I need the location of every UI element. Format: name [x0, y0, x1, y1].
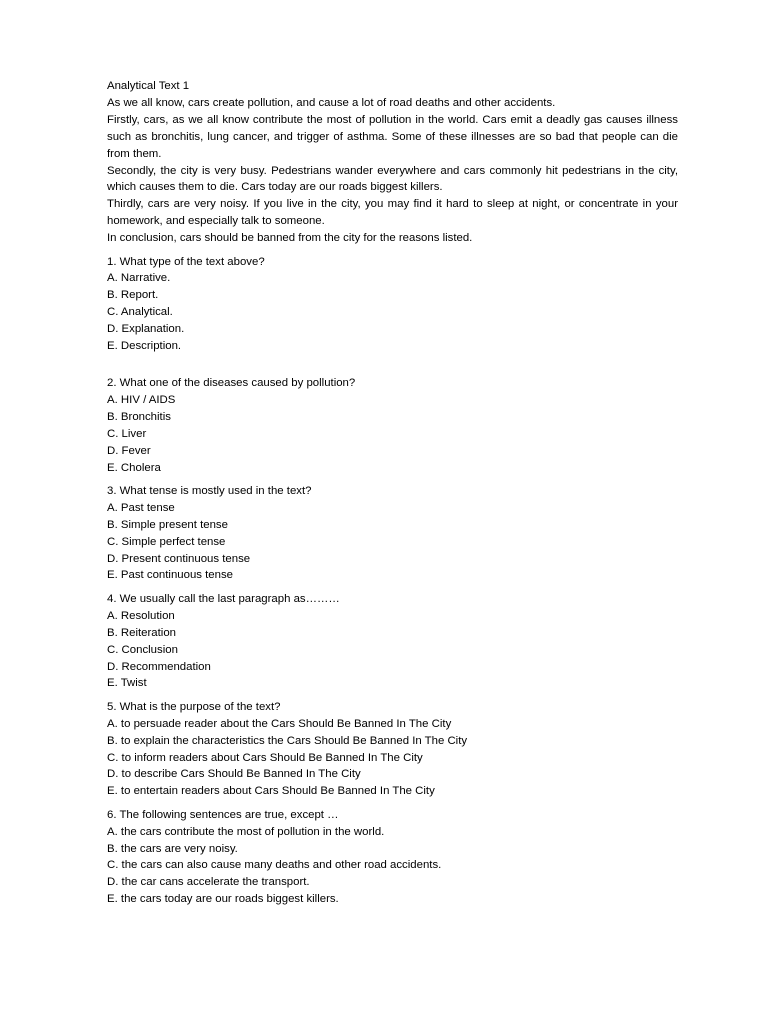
option-a: A. Past tense: [107, 501, 175, 514]
option-b: B. to explain the characteristics the Cars Should Be Banned In The City: [107, 734, 468, 747]
question-4: [107, 591, 678, 692]
answer-options: [107, 824, 678, 909]
answer-options: [107, 270, 678, 355]
option-c: C. Simple perfect tense: [107, 535, 226, 548]
document-title: Analytical Text 1: [107, 80, 190, 92]
option-e: E. Description.: [107, 340, 182, 353]
option-b: B. Report.: [107, 289, 159, 302]
option-c: C. to inform readers about Cars Should Be Banned In The City: [107, 751, 423, 764]
option-b: B. Reiteration: [107, 626, 177, 639]
option-a: A. Resolution: [107, 609, 175, 622]
answer-options: [107, 608, 678, 693]
option-b: B. Bronchitis: [107, 410, 171, 423]
option-a: A. Narrative.: [107, 272, 171, 285]
document-page: [107, 78, 678, 908]
intro-paragraph: As we all know, cars create pollution, and cause a lot of road deaths and other accidents.: [107, 96, 556, 109]
option-d: D. Present continuous tense: [107, 552, 251, 565]
question-2: [107, 375, 678, 476]
question-text: 6. The following sentences are true, except …: [107, 808, 339, 821]
option-d: D. Explanation.: [107, 323, 185, 336]
question-6: [107, 807, 678, 908]
option-c: C. Conclusion: [107, 643, 178, 656]
option-e: E. the cars today are our roads biggest killers.: [107, 893, 339, 906]
option-d: D. the car cans accelerate the transport.: [107, 876, 310, 889]
option-d: D. Fever: [107, 444, 151, 457]
option-c: C. Analytical.: [107, 306, 173, 319]
question-text: 3. What tense is mostly used in the text?: [107, 484, 312, 497]
option-a: A. HIV / AIDS: [107, 393, 176, 406]
question-1: [107, 254, 678, 355]
answer-options: [107, 500, 678, 585]
option-e: E. to entertain readers about Cars Should Be Banned In The City: [107, 785, 435, 798]
option-d: D. to describe Cars Should Be Banned In The City: [107, 768, 361, 781]
question-3: [107, 483, 678, 584]
option-a: A. to persuade reader about the Cars Should Be Banned In The City: [107, 717, 452, 730]
question-text: 5. What is the purpose of the text?: [107, 700, 281, 713]
option-e: E. Cholera: [107, 461, 161, 474]
option-c: C. the cars can also cause many deaths and other road accidents.: [107, 859, 442, 872]
option-b: B. Simple present tense: [107, 518, 228, 531]
paragraph-thirdly: Thirdly, cars are very noisy. If you live in the city, you may find it hard to sleep at night, or concentrate in your homework, and especially talk to someone.: [107, 198, 678, 228]
question-text: 4. We usually call the last paragraph as………: [107, 592, 340, 605]
option-c: C. Liver: [107, 427, 147, 440]
option-b: B. the cars are very noisy.: [107, 842, 238, 855]
option-e: E. Past continuous tense: [107, 569, 234, 582]
paragraph-secondly: Secondly, the city is very busy. Pedestrians wander everywhere and cars commonly hit pedestrians in the city, which causes them to die. Cars today are our roads biggest killers.: [107, 164, 678, 194]
question-text: 1. What type of the text above?: [107, 255, 265, 268]
paragraph-conclusion: In conclusion, cars should be banned from the city for the reasons listed.: [107, 232, 473, 245]
question-text: 2. What one of the diseases caused by pollution?: [107, 377, 356, 389]
option-d: D. Recommendation: [107, 660, 211, 673]
answer-options: [107, 392, 678, 477]
paragraph-firstly: Firstly, cars, as we all know contribute the most of pollution in the world. Cars emit a deadly gas causes illness such as bronchitis, lung cancer, and trigger of asthma. Some of these illnesses are so bad that people can die from them.: [107, 113, 678, 160]
option-e: E. Twist: [107, 677, 147, 690]
question-5: [107, 699, 678, 800]
answer-options: [107, 716, 678, 801]
option-a: A. the cars contribute the most of pollution in the world.: [107, 825, 385, 838]
